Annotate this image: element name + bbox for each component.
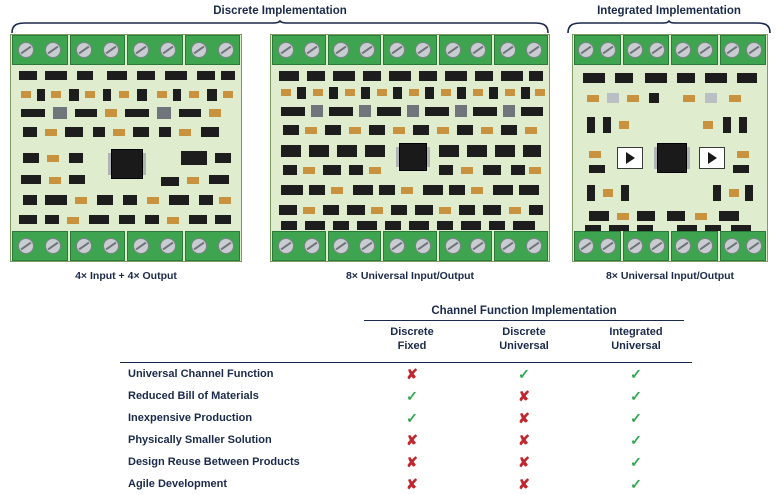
terminal-block-bottom (573, 231, 767, 261)
table-column-header-row (120, 321, 692, 361)
cross-icon: ✘ (406, 475, 418, 492)
screw-icon (675, 238, 691, 254)
screw-icon (160, 238, 176, 254)
screw-icon (445, 238, 461, 254)
integrated-circuit (657, 143, 687, 173)
column-header-line2: Fixed (397, 339, 427, 352)
screw-icon (45, 238, 61, 254)
brace-integrated (566, 20, 772, 34)
screw-icon (218, 238, 234, 254)
check-icon: ✓ (630, 409, 642, 426)
comparison-table (120, 305, 692, 495)
screw-icon (103, 42, 119, 58)
check-icon: ✓ (630, 365, 642, 382)
screw-icon (445, 42, 461, 58)
screw-icon (724, 238, 740, 254)
screw-icon (600, 238, 616, 254)
screw-connector (623, 35, 670, 65)
screw-connector (720, 231, 767, 261)
table-row (120, 451, 692, 473)
screw-connector (70, 231, 126, 261)
screw-connector (328, 35, 382, 65)
table-span-header-row (120, 305, 692, 320)
table-row (120, 362, 692, 385)
screw-icon (333, 238, 349, 254)
signal-triangle-icon (626, 152, 635, 164)
column-header-discrete-fixed (356, 321, 468, 361)
optoisolator (617, 147, 643, 169)
screw-connector (12, 35, 68, 65)
cross-icon: ✘ (518, 431, 530, 448)
table-row-label: Physically Smaller Solution (128, 433, 272, 446)
screw-connector (574, 231, 621, 261)
screw-connector (671, 35, 718, 65)
screw-icon (218, 42, 234, 58)
check-icon: ✓ (630, 453, 642, 470)
screw-icon (415, 42, 431, 58)
terminal-block-top (573, 35, 767, 65)
screw-icon (389, 42, 405, 58)
check-icon: ✓ (630, 387, 642, 404)
screw-icon (389, 238, 405, 254)
screw-connector (383, 231, 437, 261)
board-caption-discrete-fixed: 4× Input + 4× Output (75, 270, 177, 282)
screw-icon (415, 238, 431, 254)
board-integrated-universal (572, 34, 768, 262)
screw-icon (18, 42, 34, 58)
screw-connector (439, 231, 493, 261)
table-row (120, 473, 692, 495)
cross-icon: ✘ (518, 409, 530, 426)
column-header-line2: Universal (499, 339, 549, 352)
screw-icon (578, 42, 594, 58)
screw-connector (127, 35, 183, 65)
screw-icon (18, 238, 34, 254)
pcb-components-area (271, 65, 549, 231)
screw-icon (526, 42, 542, 58)
terminal-block-top (11, 35, 241, 65)
brace-discrete (10, 20, 550, 34)
column-header-line1: Discrete (390, 326, 434, 338)
screw-icon (133, 42, 149, 58)
terminal-block-top (271, 35, 549, 65)
screw-connector (623, 231, 670, 261)
screw-icon (103, 238, 119, 254)
pcb-components-area (11, 65, 241, 231)
screw-icon (746, 238, 762, 254)
screw-icon (76, 42, 92, 58)
comparison-table-wrapper (120, 305, 692, 495)
screw-icon (470, 42, 486, 58)
screw-icon (627, 238, 643, 254)
column-header-line2: Universal (611, 339, 661, 352)
group-title-integrated: Integrated Implementation (597, 5, 741, 17)
board-discrete-fixed (10, 34, 242, 262)
screw-connector (127, 231, 183, 261)
screw-connector (439, 35, 493, 65)
board-discrete-universal (270, 34, 550, 262)
screw-connector (185, 35, 241, 65)
cross-icon: ✘ (518, 475, 530, 492)
screw-icon (333, 42, 349, 58)
screw-icon (526, 238, 542, 254)
board-caption-discrete-universal: 8× Universal Input/Output (345, 270, 475, 282)
screw-icon (133, 238, 149, 254)
column-header-line1: Integrated (609, 326, 663, 338)
table-row (120, 429, 692, 451)
screw-icon (45, 42, 61, 58)
screw-icon (359, 42, 375, 58)
screw-connector (574, 35, 621, 65)
table-row (120, 407, 692, 429)
pcb-components-area (573, 65, 767, 231)
screw-connector (720, 35, 767, 65)
screw-icon (278, 238, 294, 254)
table-span-header: Channel Function Implementation (431, 305, 617, 317)
screw-icon (697, 238, 713, 254)
screw-icon (697, 42, 713, 58)
board-caption-integrated-universal: 8× Universal Input/Output (605, 270, 735, 282)
screw-connector (12, 231, 68, 261)
screw-icon (649, 238, 665, 254)
screw-connector (70, 35, 126, 65)
screw-icon (578, 238, 594, 254)
cross-icon: ✘ (406, 365, 418, 382)
screw-connector (671, 231, 718, 261)
group-title-discrete: Discrete Implementation (213, 5, 347, 17)
check-icon: ✓ (630, 431, 642, 448)
screw-icon (278, 42, 294, 58)
terminal-block-bottom (271, 231, 549, 261)
screw-connector (185, 231, 241, 261)
table-row-label: Reduced Bill of Materials (128, 389, 259, 402)
screw-icon (746, 42, 762, 58)
table-row-label: Inexpensive Production (128, 411, 253, 424)
check-icon: ✓ (406, 409, 418, 426)
screw-icon (500, 238, 516, 254)
cross-icon: ✘ (406, 431, 418, 448)
screw-icon (649, 42, 665, 58)
screw-icon (191, 238, 207, 254)
screw-icon (627, 42, 643, 58)
cross-icon: ✘ (406, 453, 418, 470)
screw-connector (272, 231, 326, 261)
screw-icon (304, 42, 320, 58)
screw-connector (494, 35, 548, 65)
table-row (120, 385, 692, 407)
optoisolator (699, 147, 725, 169)
screw-icon (359, 238, 375, 254)
screw-connector (494, 231, 548, 261)
screw-icon (76, 238, 92, 254)
column-header-line1: Discrete (502, 326, 546, 338)
screw-icon (500, 42, 516, 58)
screw-icon (304, 238, 320, 254)
screw-icon (675, 42, 691, 58)
screw-icon (160, 42, 176, 58)
integrated-circuit (399, 143, 427, 171)
screw-icon (470, 238, 486, 254)
table-row-label: Design Reuse Between Products (128, 455, 300, 468)
check-icon: ✓ (630, 475, 642, 492)
screw-icon (600, 42, 616, 58)
table-row-label: Agile Development (128, 477, 228, 490)
screw-connector (383, 35, 437, 65)
check-icon: ✓ (518, 365, 530, 382)
terminal-block-bottom (11, 231, 241, 261)
column-header-integrated-universal (580, 321, 692, 361)
cross-icon: ✘ (518, 387, 530, 404)
cross-icon: ✘ (518, 453, 530, 470)
screw-icon (191, 42, 207, 58)
column-header-discrete-universal (468, 321, 580, 361)
check-icon: ✓ (406, 387, 418, 404)
screw-connector (272, 35, 326, 65)
integrated-circuit (111, 149, 143, 179)
signal-triangle-icon (708, 152, 717, 164)
table-row-label: Universal Channel Function (128, 367, 274, 380)
screw-connector (328, 231, 382, 261)
screw-icon (724, 42, 740, 58)
